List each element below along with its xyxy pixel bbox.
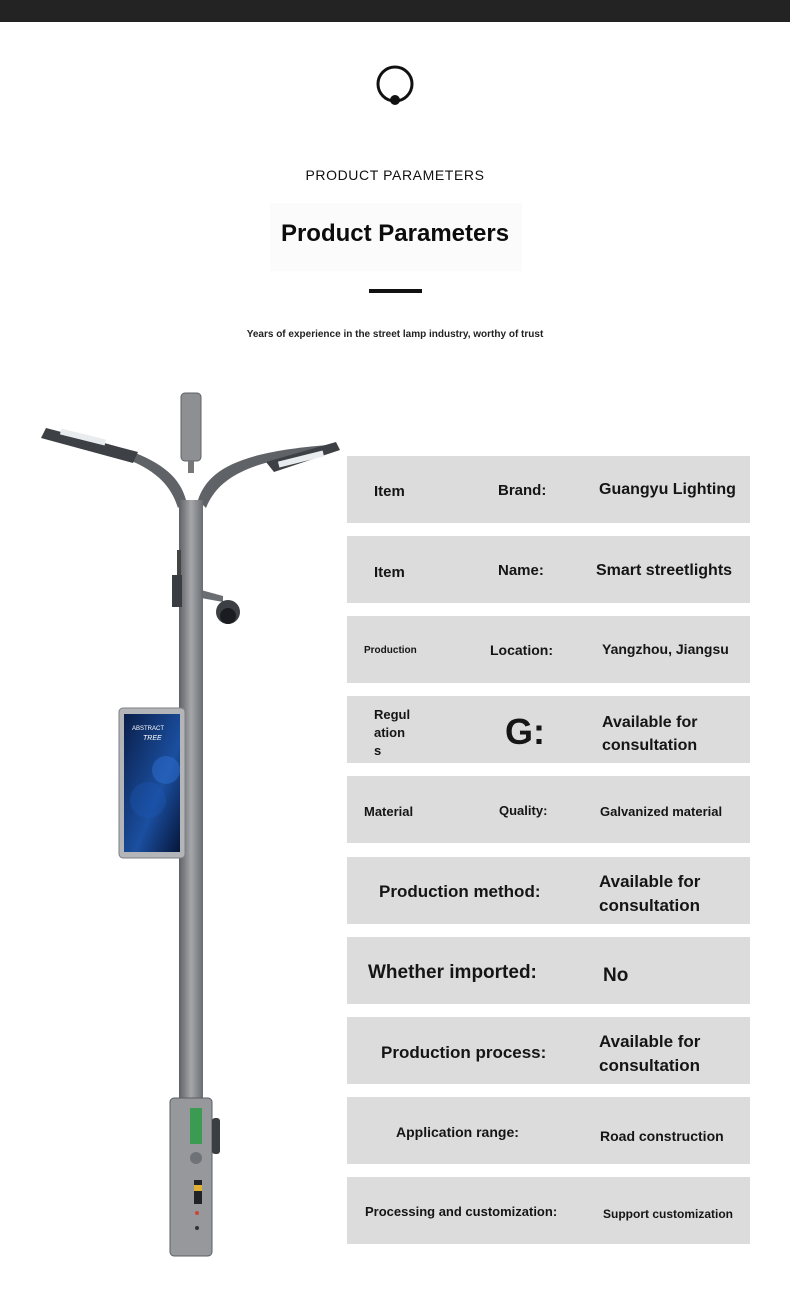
param-label: Item bbox=[374, 564, 405, 581]
param-value: Road construction bbox=[600, 1128, 724, 1144]
param-label: Production bbox=[364, 645, 417, 656]
param-value: Yangzhou, Jiangsu bbox=[602, 641, 729, 657]
param-key: Whether imported: bbox=[368, 962, 537, 983]
param-row-imported bbox=[347, 937, 750, 1004]
screen-brand-line1: ABSTRACT bbox=[132, 726, 165, 732]
param-row-production-method bbox=[347, 857, 750, 924]
section-eyebrow: PRODUCT PARAMETERS bbox=[305, 167, 485, 183]
screen-brand-line2: TREE bbox=[143, 735, 162, 742]
param-row-regulations bbox=[347, 696, 750, 763]
param-label: Regul ation s bbox=[374, 707, 411, 758]
param-value: Available for consultation bbox=[599, 872, 701, 915]
param-key: Brand: bbox=[498, 482, 547, 499]
param-label: Material bbox=[364, 804, 414, 819]
param-value: Guangyu Lighting bbox=[599, 481, 736, 498]
param-row-name bbox=[347, 536, 750, 603]
param-value: Available for consultation bbox=[602, 714, 698, 754]
page-subtitle: Years of experience in the street lamp industry, worthy of trust bbox=[246, 329, 544, 340]
title-divider bbox=[369, 289, 422, 293]
smart-streetlight-image bbox=[38, 390, 343, 1265]
param-key: Name: bbox=[498, 562, 544, 579]
param-row-production-process bbox=[347, 1017, 750, 1084]
page-title: Product Parameters bbox=[280, 220, 510, 247]
param-row-material bbox=[347, 776, 750, 843]
param-value: Smart streetlights bbox=[596, 562, 733, 579]
top-bar bbox=[0, 0, 790, 22]
param-key: Production method: bbox=[379, 882, 541, 901]
param-value: Support customization bbox=[603, 1207, 733, 1221]
param-row-brand bbox=[347, 456, 750, 523]
param-value: Available for consultation bbox=[599, 1032, 701, 1075]
param-key: Location: bbox=[490, 642, 553, 658]
param-value: No bbox=[603, 965, 629, 986]
param-key: G: bbox=[505, 711, 545, 752]
param-key: Quality: bbox=[499, 803, 548, 818]
param-value: Galvanized material bbox=[600, 804, 723, 819]
param-key: Application range: bbox=[396, 1124, 519, 1140]
param-row-application-range bbox=[347, 1097, 750, 1164]
param-label: Item bbox=[374, 483, 405, 500]
circle-logo-icon bbox=[375, 64, 415, 108]
param-key: Production process: bbox=[381, 1043, 547, 1062]
param-key: Processing and customization: bbox=[365, 1204, 558, 1219]
param-row-location bbox=[347, 616, 750, 683]
param-row-customization bbox=[347, 1177, 750, 1244]
